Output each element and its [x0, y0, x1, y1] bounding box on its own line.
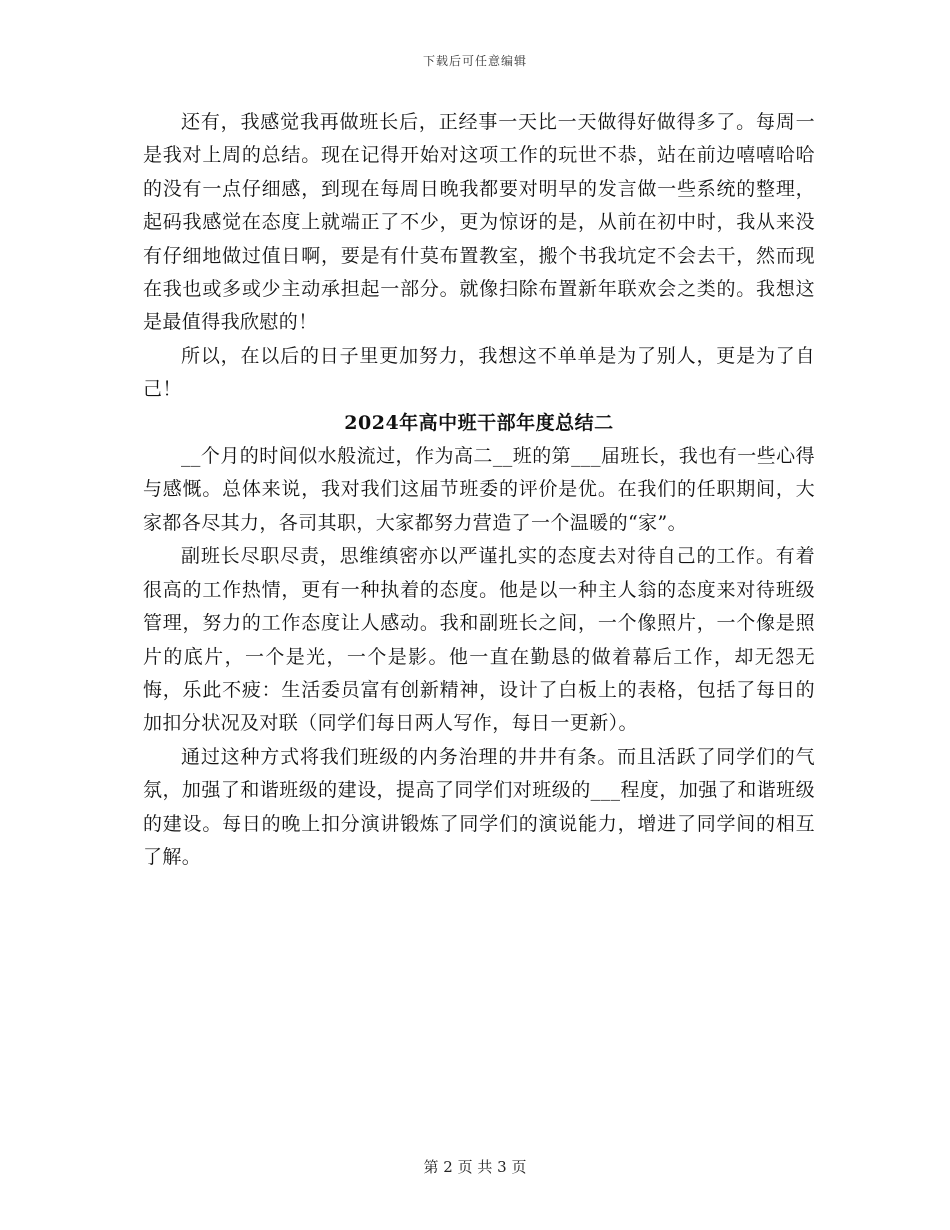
page-header: 下载后可任意编辑: [422, 54, 527, 68]
paragraph-conclusion: 所以，在以后的日子里更加努力，我想这不单单是为了别人，更是为了自己！: [143, 344, 815, 401]
paragraph-work-reflection: 还有，我感觉我再做班长后，正经事一天比一天做得好做得多了。每周一是我对上周的总结。现在记得开始对这项工作的玩世不恭，站在前边嘻嘻哈哈的没有一点仔细感，到现在每周日晚我都要对明早的发言做一些系统的整理，起码我感觉在态度上就端正了不少，更为惊讶的是，从前在初中时，我从来没有仔细地做过值日啊，要是有什莫布置教室，搬个书我坑定不会去干，然而现在我也或多或少主动承担起一部分。就像扫除布置新年联欢会之类的。我想这是最值得我欣慰的！: [143, 111, 815, 334]
section-title: 2024年高中班干部年度总结二: [344, 411, 614, 434]
document-body: [143, 106, 815, 874]
page-footer: 第 2 页 共 3 页: [423, 1158, 527, 1176]
paragraph-class-management: 通过这种方式将我们班级的内务治理的井井有条。而且活跃了同学们的气氛，加强了和谐班级的建设，提高了同学们对班级的___程度，加强了和谐班级的建设。每日的晚上扣分演讲锻炼了同学们的演说能力，增进了同学间的相互了解。: [143, 745, 815, 868]
paragraph-intro: __个月的时间似水般流过，作为高二__班的第___届班长，我也有一些心得与感慨。总体来说，我对我们这届节班委的评价是优。在我们的任职期间，大家都各尽其力，各司其职，大家都努力营造了一个温暖的“家”。: [143, 445, 815, 534]
paragraph-vice-monitor: 副班长尽职尽责，思维缜密亦以严谨扎实的态度去对待自己的工作。有着很高的工作热情，更有一种执着的态度。他是以一种主人翁的态度来对待班级管理，努力的工作态度让人感动。我和副班长之间，一个像照片，一个像是照片的底片，一个是光，一个是影。他一直在勤恳的做着幕后工作，却无怨无悔，乐此不疲：生活委员富有创新精神，设计了白板上的表格，包括了每日的加扣分状况及对联（同学们每日两人写作，每日一更新）。: [143, 545, 815, 735]
